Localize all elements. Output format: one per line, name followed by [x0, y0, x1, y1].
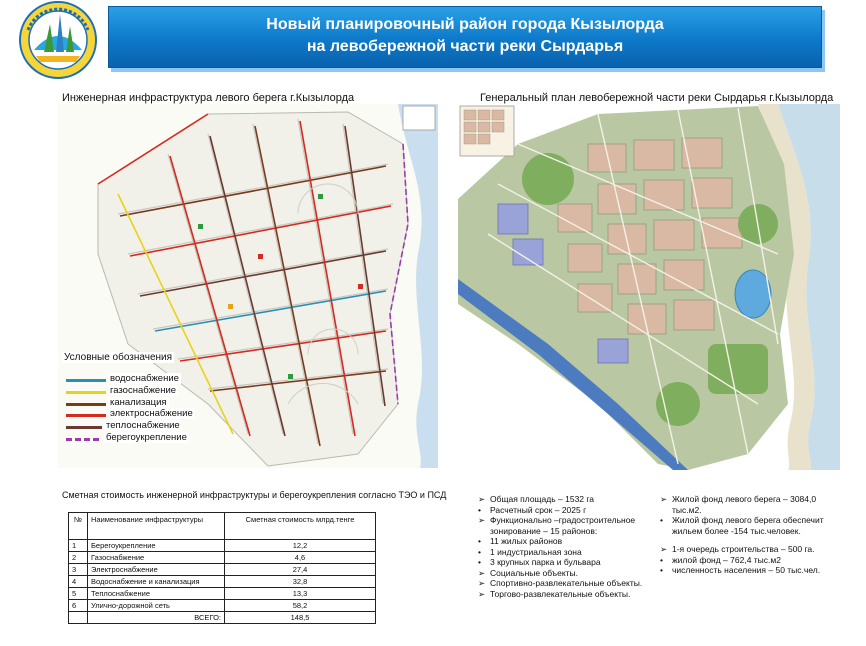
list-item — [478, 568, 654, 579]
legend-label: газоснабжение — [110, 385, 177, 396]
table-row — [69, 588, 376, 600]
list-item-text: 3 крупных парка и бульвара — [490, 557, 601, 567]
legend-swatch — [66, 426, 102, 429]
bullet-marker: ➢ — [478, 567, 486, 578]
legend-label: электроснабжение — [110, 408, 193, 419]
row-value: 27,4 — [225, 564, 376, 576]
list-item-text: Социальные объекты. — [490, 567, 579, 578]
list-item-text: Функционально –градостроительное зонирование – 15 районов: — [490, 515, 636, 536]
list-item-text: Расчетный срок – 2025 г — [490, 504, 587, 515]
row-name: Теплоснабжение — [88, 588, 225, 600]
row-num: 6 — [69, 600, 88, 612]
list-item — [660, 494, 840, 515]
list-item-text: 11 жилых районов — [490, 536, 563, 546]
table-total-row — [69, 612, 376, 624]
legend-title: Условные обозначения — [64, 352, 173, 363]
row-value: 58,2 — [225, 600, 376, 612]
list-item — [478, 589, 654, 600]
bullet-marker: • — [478, 546, 481, 557]
table-row — [69, 600, 376, 612]
bullet-marker: ➢ — [660, 544, 668, 554]
title-banner — [108, 6, 822, 68]
row-name: Улично-дорожной сеть — [88, 600, 225, 612]
page-title-line-1: Новый планировочный район города Кызылорда — [266, 16, 664, 33]
list-item-text: численность населения – 50 тыс.чел. — [672, 565, 821, 575]
list-item — [660, 565, 840, 576]
legend-label: водоснабжение — [110, 373, 179, 384]
cost-table-title: Сметная стоимость инженерной инфраструктуры и берегоукрепления согласно ТЭО и ПСД — [62, 490, 447, 500]
right-map-caption: Генеральный план левобережной части реки Сырдарья г.Кызылорда — [480, 92, 834, 104]
list-item — [660, 515, 840, 536]
row-value: 13,3 — [225, 588, 376, 600]
list-item-text: 1-я очередь строительства – 500 га. — [672, 544, 815, 554]
list-item-text: Общая площадь – 1532 га — [490, 494, 595, 504]
bullet-marker: ➢ — [478, 588, 486, 599]
list-item-text: Спортивно-развлекательные объекты. — [490, 578, 643, 588]
table-header-row — [69, 513, 376, 540]
legend-swatch — [66, 379, 106, 382]
row-value: 12,2 — [225, 540, 376, 552]
row-name: Берегоукрепление — [88, 540, 225, 552]
row-name: Газоснабжение — [88, 552, 225, 564]
header-name: Наименование инфраструктуры — [88, 513, 225, 540]
row-value: 32,8 — [225, 576, 376, 588]
total-label: ВСЕГО: — [88, 612, 225, 624]
facts-column-left — [478, 494, 654, 599]
row-num: 1 — [69, 540, 88, 552]
general-plan-map — [458, 104, 840, 470]
list-item — [660, 555, 840, 566]
cost-table — [68, 512, 376, 624]
bullet-marker: • — [478, 536, 481, 546]
list-item-text: жилой фонд – 762,4 тыс.м2 — [672, 554, 781, 565]
legend-swatch — [66, 438, 102, 441]
bullet-marker: ➢ — [478, 494, 486, 504]
row-num: 5 — [69, 588, 88, 600]
bullet-marker: • — [660, 565, 663, 575]
row-value: 4,6 — [225, 552, 376, 564]
total-empty-cell — [69, 612, 88, 624]
list-item-text: Жилой фонд левого берега – 3084,0 тыс.м2. — [672, 494, 817, 515]
list-item — [478, 547, 654, 558]
bullet-marker: • — [660, 554, 663, 565]
list-item — [478, 578, 654, 589]
legend-label: канализация — [110, 397, 167, 408]
list-item-text: Жилой фонд левого берега обеспечит жильем более -154 тыс.человек. — [672, 515, 824, 536]
page-title-line-2: на левобережной части реки Сырдарья — [306, 38, 624, 55]
left-map-caption: Инженерная инфраструктура левого берега г.Кызылорда — [62, 92, 355, 104]
bullet-marker: • — [478, 557, 481, 567]
list-item — [478, 557, 654, 568]
legend-swatch — [66, 391, 106, 394]
row-name: Электроснабжение — [88, 564, 225, 576]
header-num: № — [69, 513, 88, 540]
list-item — [478, 505, 654, 516]
total-value: 148,5 — [225, 612, 376, 624]
legend-swatch — [66, 403, 106, 406]
legend-label: теплоснабжение — [106, 420, 180, 431]
row-name: Водоснабжение и канализация — [88, 576, 225, 588]
bullet-marker: ➢ — [478, 515, 486, 525]
row-num: 3 — [69, 564, 88, 576]
legend-swatch — [66, 414, 106, 417]
list-item — [478, 536, 654, 547]
legend-label: берегоукрепление — [106, 432, 187, 443]
row-num: 2 — [69, 552, 88, 564]
row-num: 4 — [69, 576, 88, 588]
table-row — [69, 564, 376, 576]
header-value: Сметная стоимость млрд.тенге — [225, 513, 376, 540]
list-item-text: 1 индустриальная зона — [490, 546, 582, 557]
bullet-marker: • — [660, 515, 663, 525]
city-emblem-logo — [14, 0, 106, 80]
list-item — [478, 515, 654, 536]
list-item — [660, 544, 840, 555]
bullet-marker: • — [478, 504, 481, 515]
table-row — [69, 576, 376, 588]
bullet-marker: ➢ — [478, 578, 486, 588]
table-row — [69, 540, 376, 552]
list-item — [478, 494, 654, 505]
table-row — [69, 552, 376, 564]
list-item-text: Торгово-развлекательные объекты. — [490, 588, 631, 599]
facts-column-right — [660, 494, 840, 576]
spacer — [660, 536, 840, 544]
bullet-marker: ➢ — [660, 494, 668, 504]
